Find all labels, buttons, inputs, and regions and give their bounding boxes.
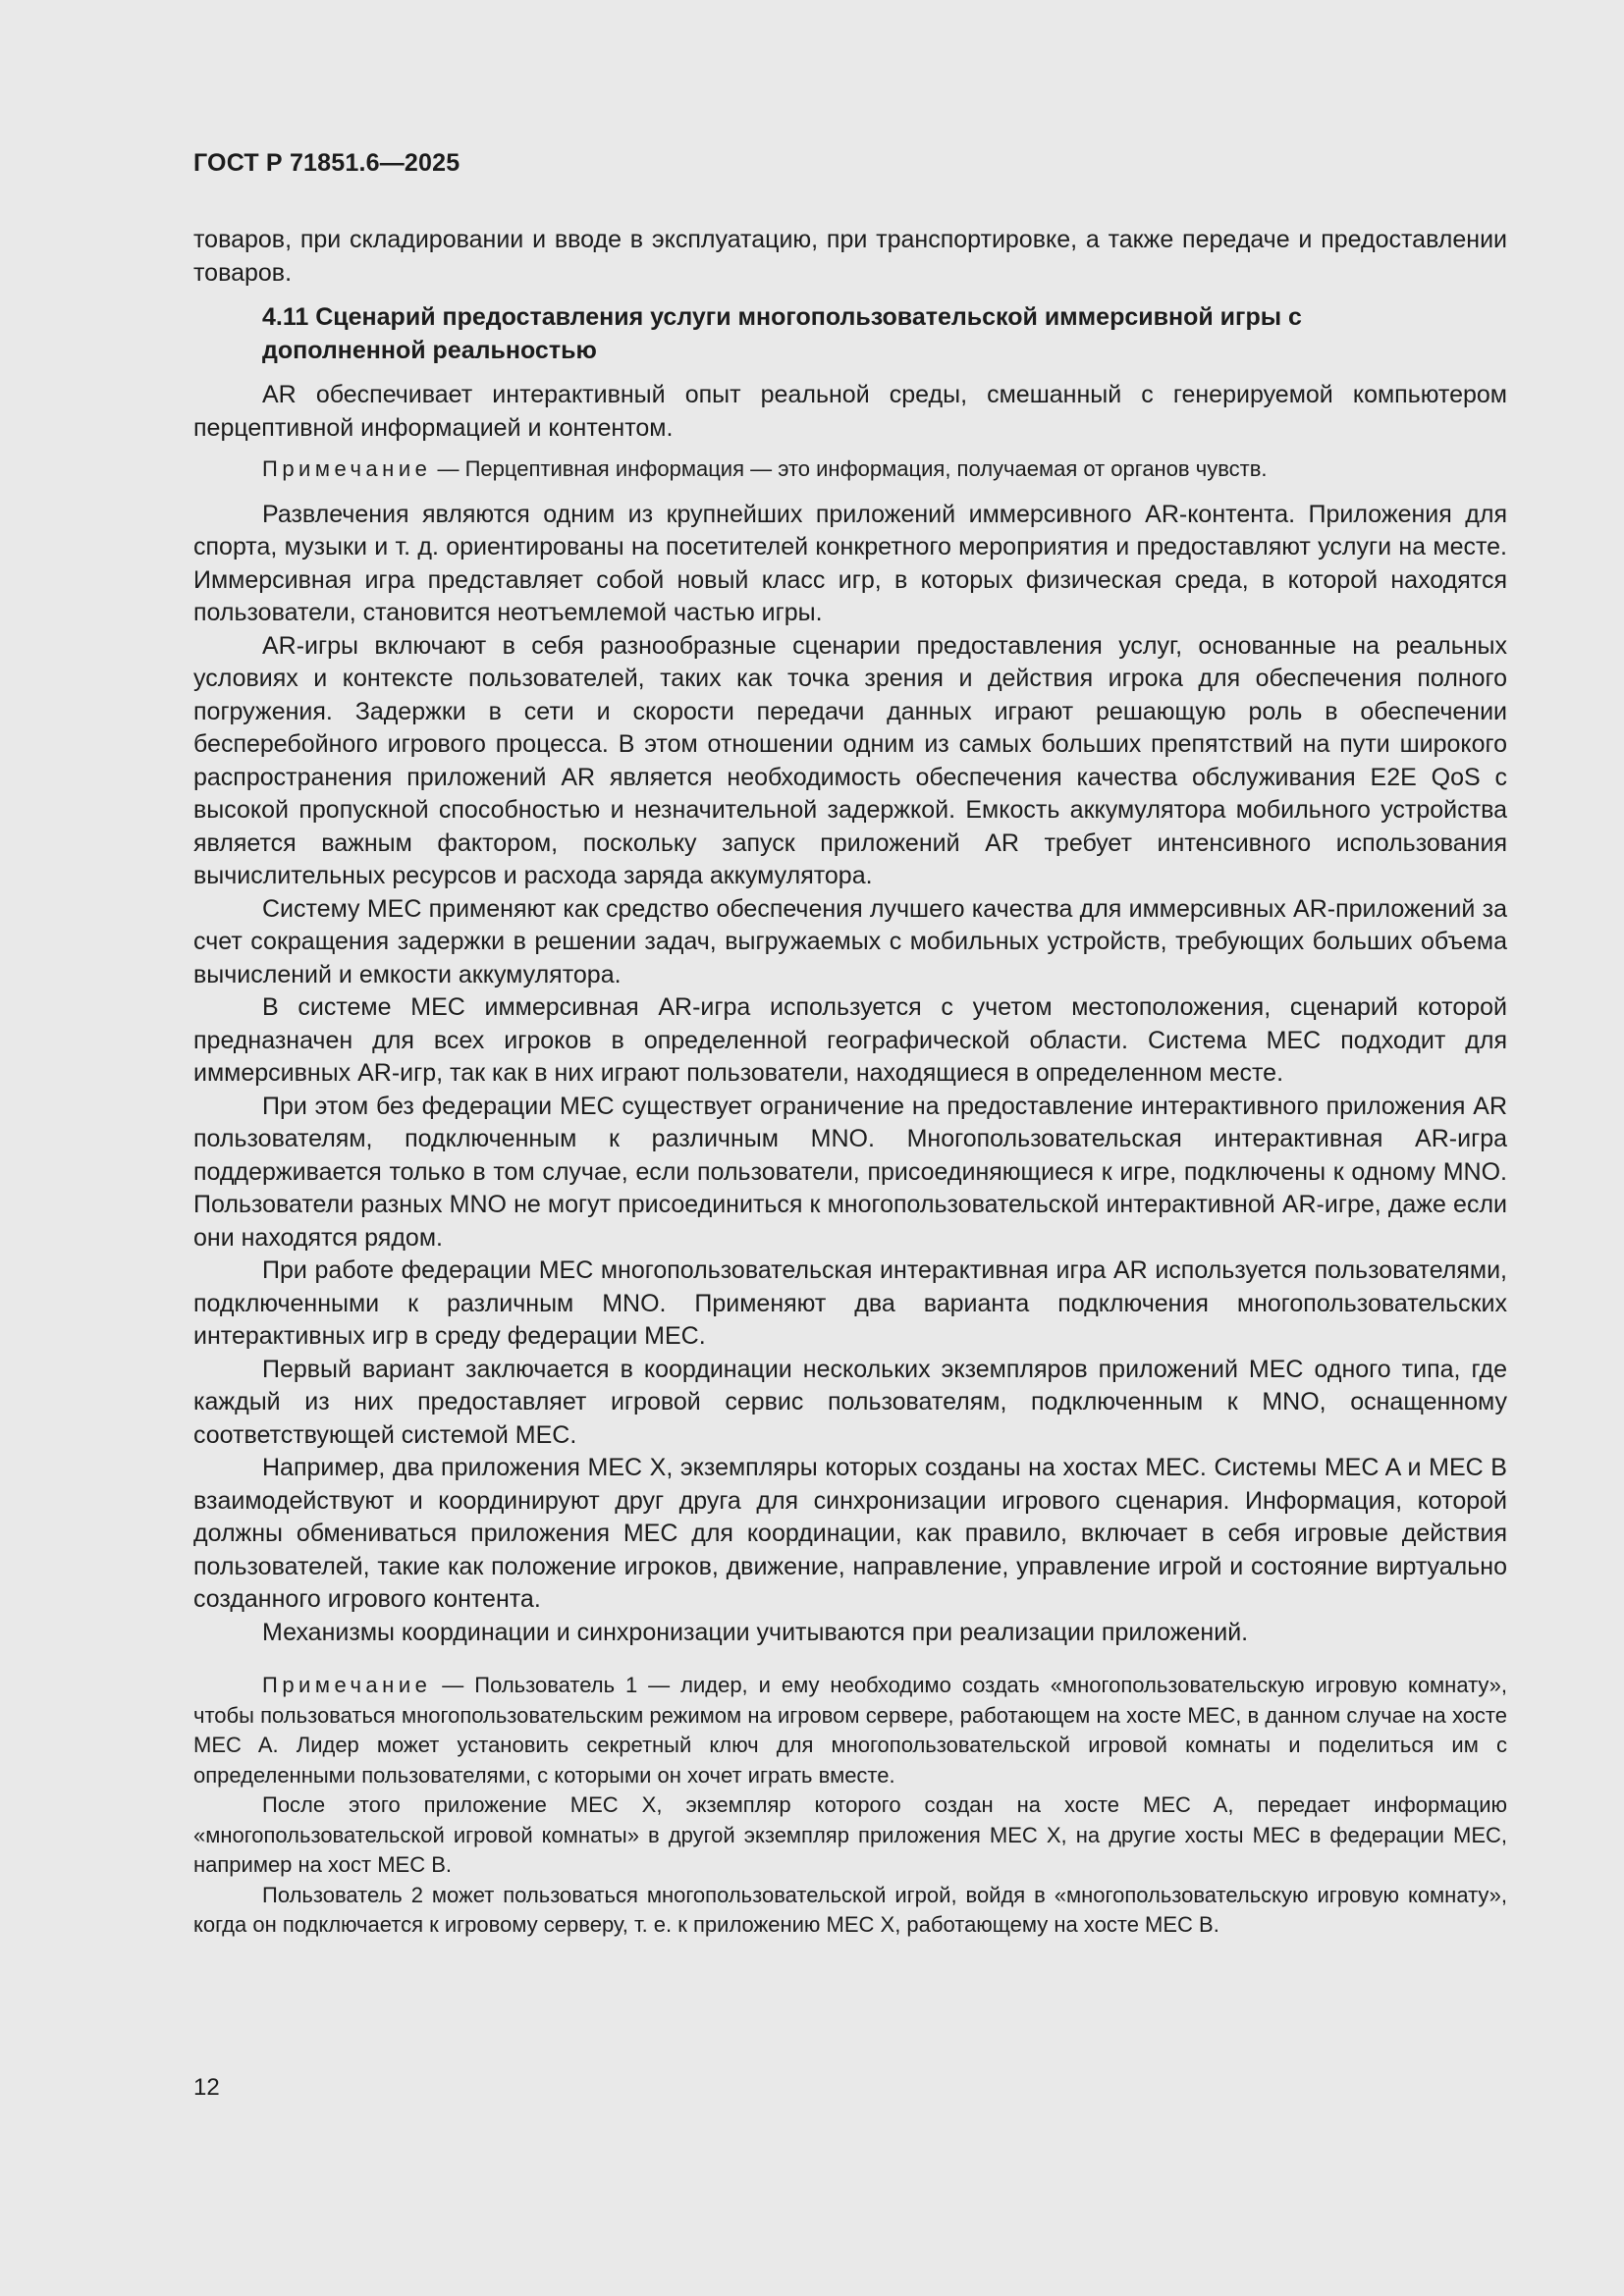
- paragraph: AR-игры включают в себя разнообразные сценарии предоставления услуг, основанные на реальных условиях и контексте пользователей, таких как точка зрения и действия игрока для обеспечения полного погружения. Задержки в сети и скорости передачи данных играют решающую роль в обеспечении бесперебойного игрового процесса. В этом отношении одним из самых больших препятствий на пути широкого распространения приложений AR является необходимость обеспечения качества обслуживания E2E QoS с высокой пропускной способностью и незначительной задержкой. Емкость аккумулятора мобильного устройства является важным фактором, поскольку запуск приложений AR требует интенсивного использования вычислительных ресурсов и расхода заряда аккумулятора.: [193, 631, 1507, 889]
- paragraph-continuation: товаров, при складировании и вводе в эксплуатацию, при транспортировке, а также передаче и предоставлении товаров.: [193, 226, 1507, 287]
- paragraph: Развлечения являются одним из крупнейших приложений иммерсивного AR-контента. Приложения для спорта, музыки и т. д. ориентированы на посетителей конкретного мероприятия и предоставляют услуги на месте. Иммерсивная игра представляет собой новый класс игр, в которых физическая среда, в которой находятся пользователи, становится неотъемлемой частью игры.: [193, 500, 1507, 626]
- section-heading: 4.11 Сценарий предоставления услуги многопользовательской иммерсивной игры с дополненной реальностью: [262, 303, 1302, 364]
- note: [193, 1671, 1507, 1790]
- note-text: Пользователь 1 — лидер, и ему необходимо создать «многопользовательскую игровую комнату», чтобы пользоваться многопользовательским режимом на игровом сервере, работающем на хосте MEC, в данном случае на хосте MEC A. Лидер может установить секретный ключ для многопользовательской игровой комнаты и поделиться им с определенными пользователями, с которыми он хочет играть вместе.: [193, 1673, 1507, 1788]
- note-paragraph: После этого приложение MEC X, экземпляр которого создан на хосте MEC A, передает информацию «многопользовательской игровой комнаты» в другой экземпляр приложения MEC X, на другие хосты MEC в федерации MEC, например на хост MEC B.: [193, 1792, 1507, 1877]
- note-label: Примечание: [262, 1673, 432, 1697]
- note: [193, 454, 1507, 485]
- document-body: [193, 224, 1507, 1941]
- paragraph: Систему MEC применяют как средство обеспечения лучшего качества для иммерсивных AR-приложений за счет сокращения задержки в решении задач, выгружаемых с мобильных устройств, требующих больших объема вычислений и емкости аккумулятора.: [193, 894, 1507, 988]
- document-page: [193, 0, 1507, 2296]
- paragraph: AR обеспечивает интерактивный опыт реальной среды, смешанный с генерируемой компьютером перцептивной информацией и контентом.: [193, 381, 1507, 442]
- paragraph: Первый вариант заключается в координации нескольких экземпляров приложений MEC одного типа, где каждый из них предоставляет игровой сервис пользователям, подключенным к MNO, оснащенному соответствующей системой MEC.: [193, 1355, 1507, 1449]
- paragraph: Например, два приложения MEC X, экземпляры которых созданы на хостах MEC. Системы MEC A и MEC B взаимодействуют и координируют друг друга для синхронизации игрового сценария. Информация, которой должны обмениваться приложения MEC для координации, как правило, включает в себя игровые действия пользователей, такие как положение игроков, движение, направление, управление игрой и состояние виртуально созданного игрового контента.: [193, 1454, 1507, 1613]
- document-header: ГОСТ Р 71851.6—2025: [193, 149, 460, 177]
- note-dash: —: [431, 456, 465, 481]
- note-paragraph: Пользователь 2 может пользоваться многопользовательской игрой, войдя в «многопользовательскую игровую комнату», когда он подключается к игровому серверу, т. е. к приложению MEC X, работающему на хосте MEC B.: [193, 1882, 1507, 1937]
- paragraph: При работе федерации MEC многопользовательская интерактивная игра AR используется пользователями, подключенными к различным MNO. Применяют два варианта подключения многопользовательских интерактивных игр в среду федерации MEC.: [193, 1256, 1507, 1350]
- paragraph: При этом без федерации MEC существует ограничение на предоставление интерактивного приложения AR пользователям, подключенным к различным MNO. Многопользовательская интерактивная AR-игра поддерживается только в том случае, если пользователи, присоединяющиеся к игре, подключены к одному MNO. Пользователи разных MNO не могут присоединиться к многопользовательской интерактивной AR-игре, даже если они находятся рядом.: [193, 1092, 1507, 1252]
- paragraph: Механизмы координации и синхронизации учитываются при реализации приложений.: [262, 1618, 1249, 1646]
- page-number: 12: [193, 2074, 220, 2101]
- note-dash: —: [431, 1673, 475, 1697]
- note-label: Примечание: [262, 456, 432, 481]
- paragraph: В системе MEC иммерсивная AR-игра используется с учетом местоположения, сценарий которой предназначен для всех игроков в определенной географической области. Система MEC подходит для иммерсивных AR-игр, так как в них играют пользователи, находящиеся в определенном месте.: [193, 993, 1507, 1087]
- note-text: Перцептивная информация — это информация, получаемая от органов чувств.: [464, 456, 1268, 481]
